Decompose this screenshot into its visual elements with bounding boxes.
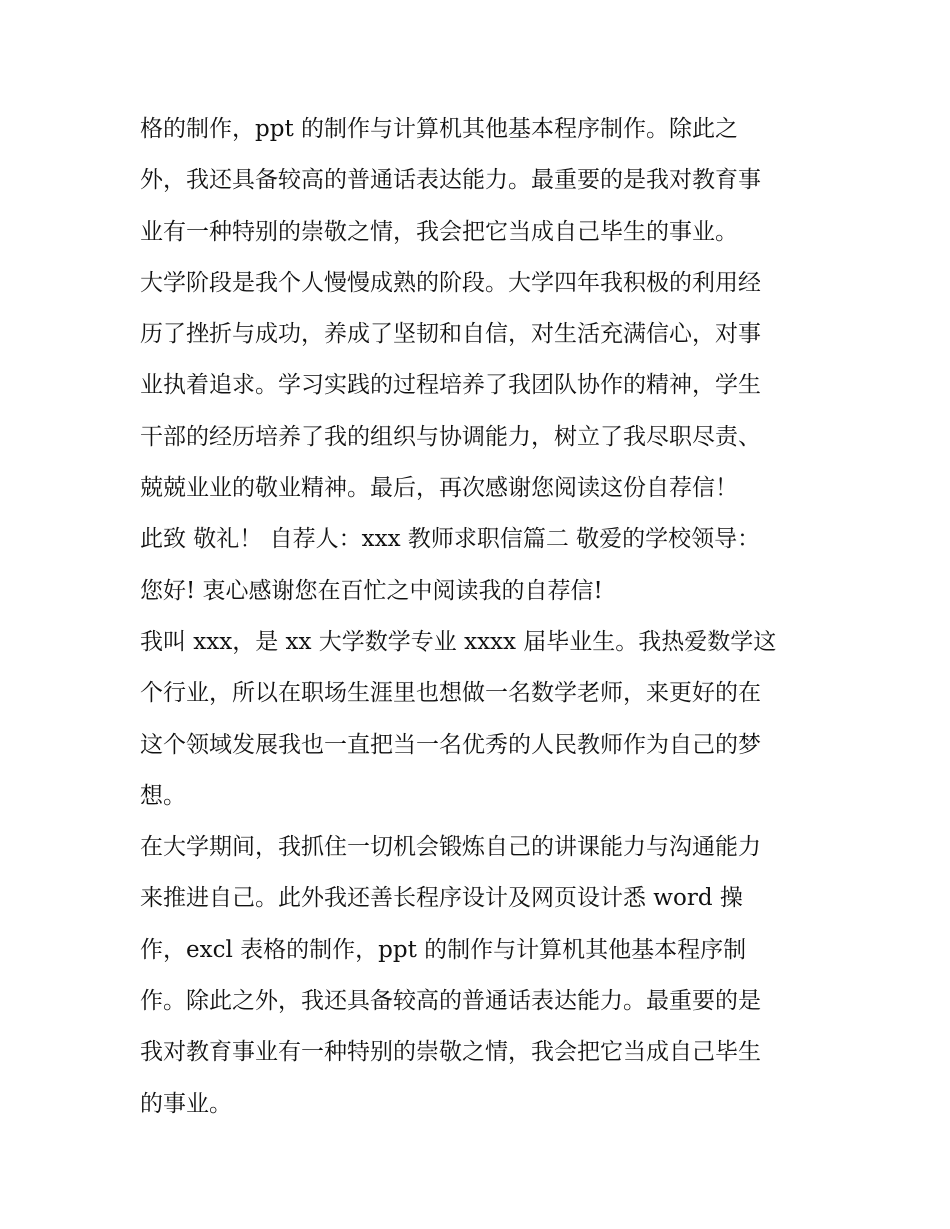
text-line: 业执着追求。学习实践的过程培养了我团队协作的精神，学生	[140, 372, 761, 399]
text-line: 外，我还具备较高的普通话表达能力。最重要的是我对教育事	[140, 167, 761, 194]
text-line: 在大学期间，我抓住一切机会锻炼自己的讲课能力与沟通能力	[140, 834, 761, 861]
text-line: 干部的经历培养了我的组织与协调能力，树立了我尽职尽责、	[140, 423, 761, 450]
text-line: 来推进自己。此外我还善长程序设计及网页设计悉 word 操	[140, 885, 743, 912]
text-line: 个行业，所以在职场生涯里也想做一名数学老师，来更好的在	[140, 680, 761, 707]
text-line: 我叫 xxx，是 xx 大学数学专业 xxxx 届毕业生。我热爱数学这	[140, 628, 777, 655]
text-line: 想。	[140, 782, 186, 809]
text-line: 格的制作，ppt 的制作与计算机其他基本程序制作。除此之	[140, 116, 738, 142]
text-line: 这个领域发展我也一直把当一名优秀的人民教师作为自己的梦	[140, 731, 761, 758]
text-line: 大学阶段是我个人慢慢成熟的阶段。大学四年我积极的利用经	[140, 269, 761, 296]
text-line: 作。除此之外，我还具备较高的普通话表达能力。最重要的是	[140, 988, 761, 1015]
text-line: 历了挫折与成功，养成了坚韧和自信，对生活充满信心，对事	[140, 321, 761, 348]
text-line: 兢兢业业的敬业精神。最后，再次感谢您阅读这份自荐信！	[140, 475, 738, 502]
text-line: 的事业。	[140, 1090, 232, 1117]
text-line: 我对教育事业有一种特别的崇敬之情，我会把它当成自己毕生	[140, 1039, 761, 1066]
text-line: 此致 敬礼！ 自荐人：xxx 教师求职信篇二 敬爱的学校领导：	[140, 526, 761, 553]
text-line: 作，excl 表格的制作，ppt 的制作与计算机其他基本程序制	[140, 936, 747, 963]
text-line: 您好! 衷心感谢您在百忙之中阅读我的自荐信!	[140, 577, 603, 604]
text-line: 业有一种特别的崇敬之情，我会把它当成自己毕生的事业。	[140, 218, 738, 245]
body-text	[140, 104, 820, 1130]
